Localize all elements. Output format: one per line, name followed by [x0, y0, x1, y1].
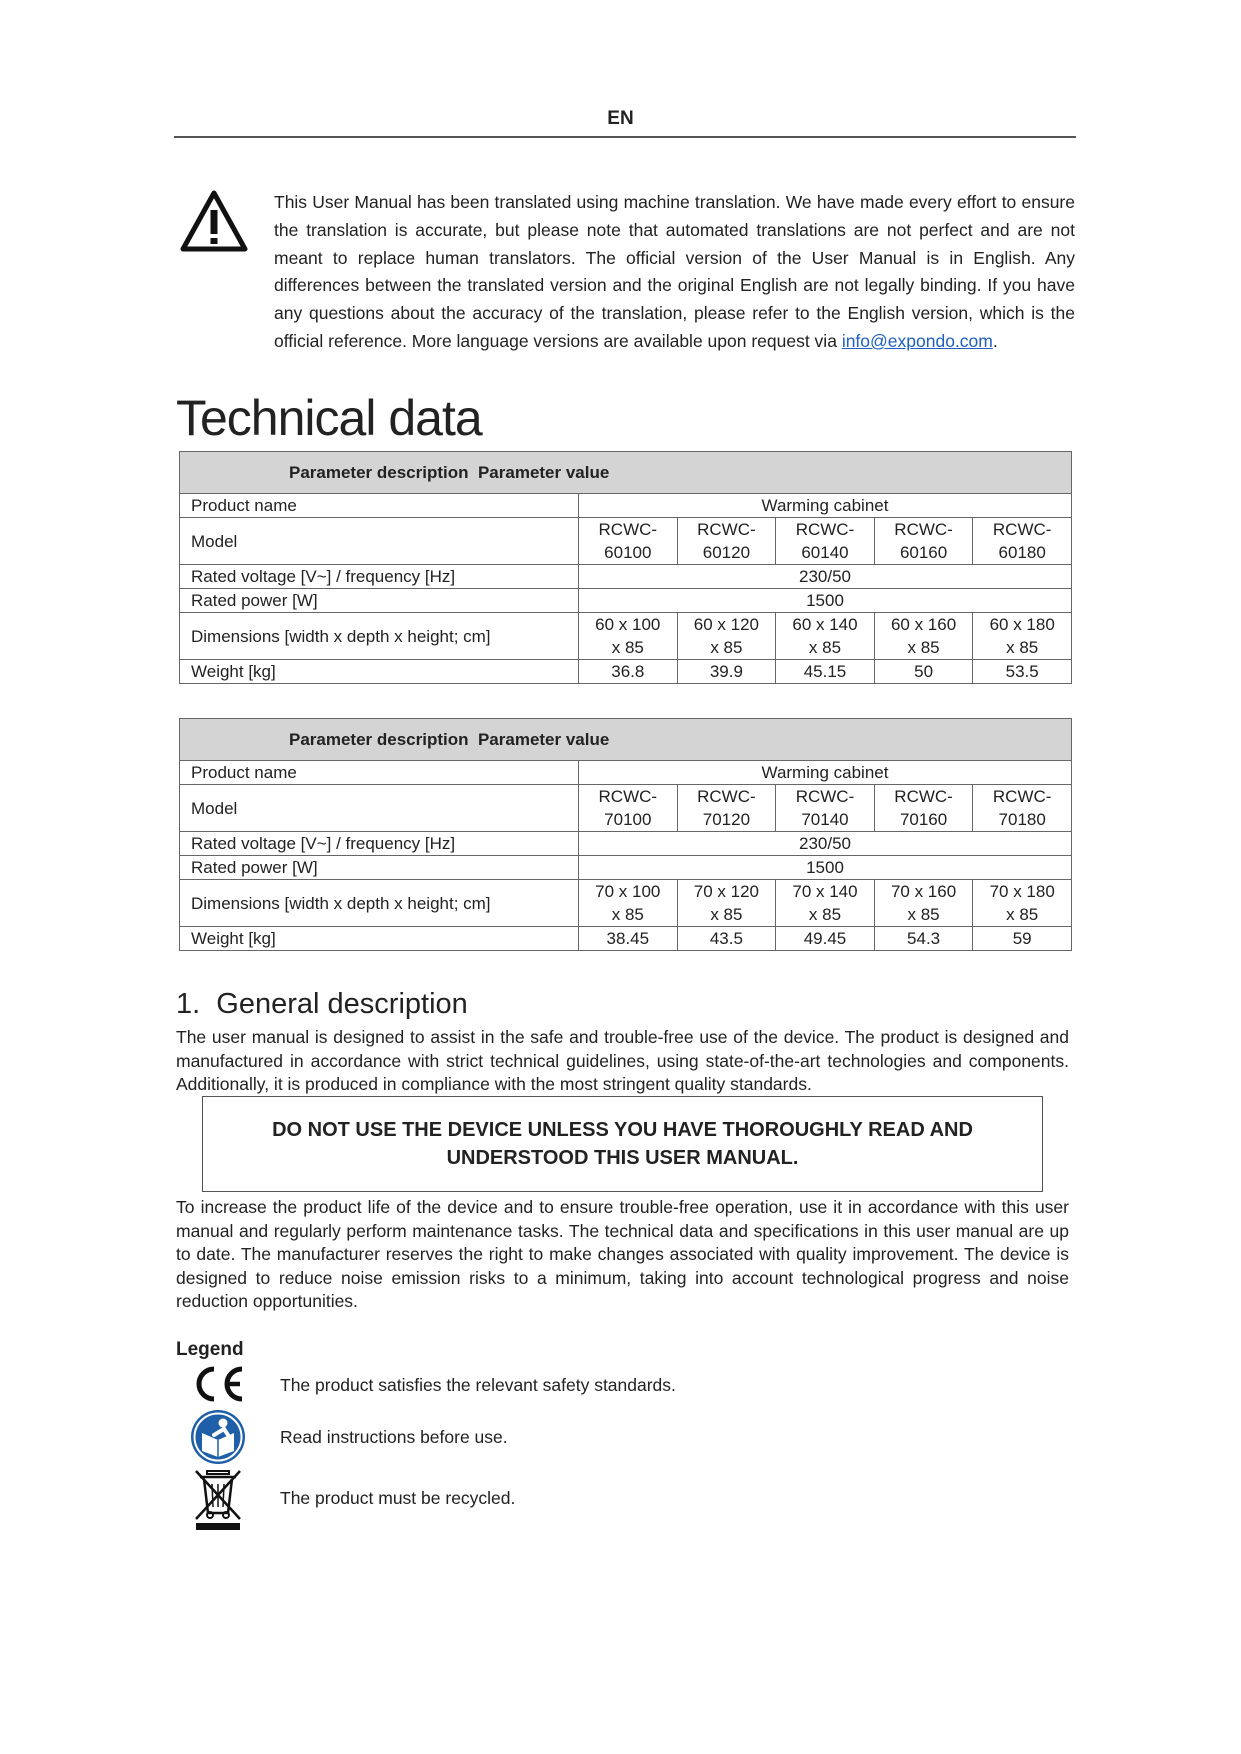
cell-value: 230/50 [579, 832, 1072, 856]
legend-text-read: Read instructions before use. [280, 1427, 508, 1447]
cell-value: 60 x 100 x 85 [579, 613, 678, 660]
cell-value: RCWC- 70160 [874, 785, 973, 832]
row-label: Rated power [W] [180, 856, 579, 880]
cell-value: RCWC- 70120 [677, 785, 776, 832]
cell-value: 60 x 180 x 85 [973, 613, 1072, 660]
table-row [180, 927, 1072, 951]
cell-value: 60 x 120 x 85 [677, 613, 776, 660]
page-title: Technical data [176, 390, 482, 446]
table-row [180, 761, 1072, 785]
row-label: Model [180, 518, 579, 565]
row-label: Dimensions [width x depth x height; cm] [180, 613, 579, 660]
weee-bin-icon [190, 1467, 246, 1531]
cell-value: RCWC- 60160 [874, 518, 973, 565]
cell-value: 53.5 [973, 660, 1072, 684]
cell-value: 59 [973, 927, 1072, 951]
notice-text: This User Manual has been translated using machine translation. We have made every effort to ensure the translation is accurate, but please note that automated translations are not perfect and are not meant to replace human translators. The official version of the User Manual is in English. Any differences between the translated version and the original English are not legally binding. If you have any questions about the accuracy of the translation, please refer to the English version, which is the official reference. More language versions are available upon request via [274, 192, 1075, 351]
cell-value: 50 [874, 660, 973, 684]
cell-value: 43.5 [677, 927, 776, 951]
table-row [180, 494, 1072, 518]
row-label: Model [180, 785, 579, 832]
warning-line-2: UNDERSTOOD THIS USER MANUAL. [446, 1147, 799, 1169]
table-row [180, 660, 1072, 684]
cell-value: RCWC- 60180 [973, 518, 1072, 565]
cell-value: Warming cabinet [579, 494, 1072, 518]
cell-value: RCWC- 60120 [677, 518, 776, 565]
row-label: Rated voltage [V~] / frequency [Hz] [180, 832, 579, 856]
cell-value: 54.3 [874, 927, 973, 951]
cell-value: 1500 [579, 589, 1072, 613]
cell-value: 70 x 160 x 85 [874, 880, 973, 927]
cell-value: RCWC- 60100 [579, 518, 678, 565]
cell-value: 70 x 100 x 85 [579, 880, 678, 927]
table-row [180, 589, 1072, 613]
cell-value: RCWC- 70100 [579, 785, 678, 832]
warning-line-1: DO NOT USE THE DEVICE UNLESS YOU HAVE THOROUGHLY READ AND [272, 1119, 973, 1141]
tech-table-1 [179, 451, 1072, 684]
row-label: Weight [kg] [180, 660, 579, 684]
cell-value: 70 x 120 x 85 [677, 880, 776, 927]
cell-value: 70 x 140 x 85 [776, 880, 875, 927]
table-header-text: Parameter description Parameter value [289, 730, 610, 749]
row-label: Product name [180, 761, 579, 785]
table-header-row [180, 452, 1072, 494]
table-row [180, 832, 1072, 856]
cell-value: RCWC- 70140 [776, 785, 875, 832]
ce-mark-icon [190, 1363, 246, 1405]
notice-end: . [992, 330, 998, 351]
legend-title: Legend [176, 1339, 244, 1360]
row-label: Rated power [W] [180, 589, 579, 613]
legend-text-recycle: The product must be recycled. [280, 1488, 516, 1508]
cell-value: Warming cabinet [579, 761, 1072, 785]
header-rule [174, 136, 1076, 138]
cell-value: 60 x 160 x 85 [874, 613, 973, 660]
warning-triangle-icon [180, 190, 248, 252]
read-manual-icon [190, 1409, 246, 1465]
cell-value: 49.45 [776, 927, 875, 951]
cell-value: 230/50 [579, 565, 1072, 589]
cell-value: RCWC- 70180 [973, 785, 1072, 832]
row-label: Product name [180, 494, 579, 518]
tech-table-2 [179, 718, 1072, 951]
translation-notice [274, 189, 1075, 356]
cell-value: 70 x 180 x 85 [973, 880, 1072, 927]
section-heading: 1. General description [176, 988, 468, 1020]
table-header-row [180, 719, 1072, 761]
cell-value: RCWC- 60140 [776, 518, 875, 565]
table-row [180, 785, 1072, 832]
row-label: Weight [kg] [180, 927, 579, 951]
warning-text [202, 1116, 1043, 1172]
table-row [180, 565, 1072, 589]
table-row [180, 880, 1072, 927]
legend-text-ce: The product satisfies the relevant safety standards. [280, 1375, 676, 1395]
cell-value: 39.9 [677, 660, 776, 684]
cell-value: 45.15 [776, 660, 875, 684]
maintenance-paragraph: To increase the product life of the device and to ensure trouble-free operation, use it in accordance with this user manual and regularly perform maintenance tasks. The technical data and specifications in this user manual are up to date. The manufacturer reserves the right to make changes associated with quality improvement. The device is designed to reduce noise emission risks to a minimum, taking into account technological progress and noise reduction opportunities. [176, 1197, 1069, 1311]
cell-value: 1500 [579, 856, 1072, 880]
row-label: Rated voltage [V~] / frequency [Hz] [180, 565, 579, 589]
intro-paragraph: The user manual is designed to assist in the safe and trouble-free use of the device. The product is designed and manufactured in accordance with strict technical guidelines, using state-of-the-art technologies and components. Additionally, it is produced in compliance with the most stringent quality standards. [176, 1027, 1069, 1094]
cell-value: 38.45 [579, 927, 678, 951]
table-row [180, 613, 1072, 660]
cell-value: 60 x 140 x 85 [776, 613, 875, 660]
cell-value: 36.8 [579, 660, 678, 684]
table-header-text: Parameter description Parameter value [289, 463, 610, 482]
table-row [180, 856, 1072, 880]
language-code: EN [607, 108, 634, 129]
table-row [180, 518, 1072, 565]
email-link[interactable]: info@expondo.com [841, 330, 993, 351]
row-label: Dimensions [width x depth x height; cm] [180, 880, 579, 927]
